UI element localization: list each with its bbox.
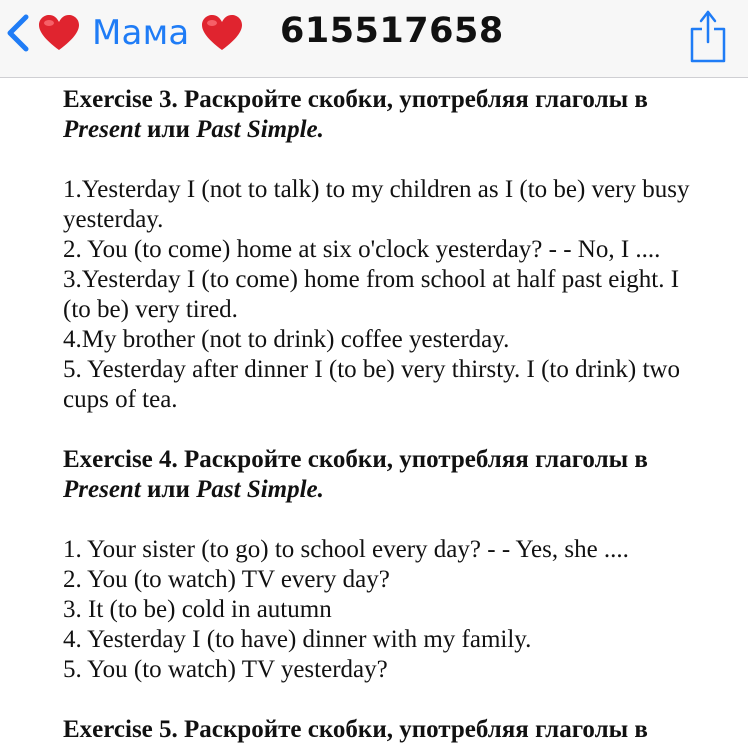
chat-title: 615517658 <box>280 11 504 51</box>
exercise-line: 2. You (to watch) TV every day? <box>63 566 390 593</box>
exercise-heading <box>63 715 733 745</box>
heading-connector: или <box>140 116 197 143</box>
back-button[interactable] <box>0 6 243 60</box>
back-label[interactable]: Мама <box>92 13 190 53</box>
exercise-line: 3.Yesterday I (to come) home from school at half past eight. I <box>63 266 680 293</box>
heading-connector: или <box>140 476 197 503</box>
exercise-line: 4. Yesterday I (to have) dinner with my family. <box>63 626 532 653</box>
exercise-line: 4.My brother (not to drink) coffee yesterday. <box>63 326 510 353</box>
red-heart-icon <box>38 14 80 52</box>
red-heart-icon <box>201 14 243 52</box>
exercise-line: (to be) very tired. <box>63 296 238 323</box>
exercise-5 <box>63 715 733 745</box>
exercise-heading <box>63 85 733 145</box>
exercise-line: 3. It (to be) cold in autumn <box>63 596 332 623</box>
exercise-line: cups of tea. <box>63 386 178 413</box>
heading-text: Exercise 3. Раскройте скобки, употребляя глаголы в <box>63 86 648 113</box>
exercise-line: yesterday. <box>63 206 164 233</box>
heading-text: Exercise 4. Раскройте скобки, употребляя глаголы в <box>63 446 648 473</box>
exercise-line: 2. You (to come) home at six o'clock yesterday? - - No, I .... <box>63 236 661 263</box>
heading-past: Past Simple. <box>196 116 324 143</box>
chevron-left-icon[interactable] <box>2 11 32 55</box>
exercise-line: 1. Your sister (to go) to school every day? - - Yes, she .... <box>63 536 629 563</box>
exercise-heading <box>63 445 733 505</box>
exercise-4 <box>63 445 733 685</box>
heading-present: Present <box>63 116 141 143</box>
exercise-3 <box>63 85 733 415</box>
heading-past: Past Simple. <box>196 476 324 503</box>
exercise-line: 1.Yesterday I (not to talk) to my children as I (to be) very busy <box>63 176 690 203</box>
exercise-line: 5. Yesterday after dinner I (to be) very thirsty. I (to drink) two <box>63 356 680 383</box>
navigation-bar <box>0 0 748 78</box>
heading-present: Present <box>63 476 141 503</box>
exercise-line: 5. You (to watch) TV yesterday? <box>63 656 388 683</box>
heading-text: Exercise 5. Раскройте скобки, употребляя глаголы в <box>63 716 648 743</box>
share-icon[interactable] <box>688 4 728 64</box>
document-content <box>63 85 733 745</box>
